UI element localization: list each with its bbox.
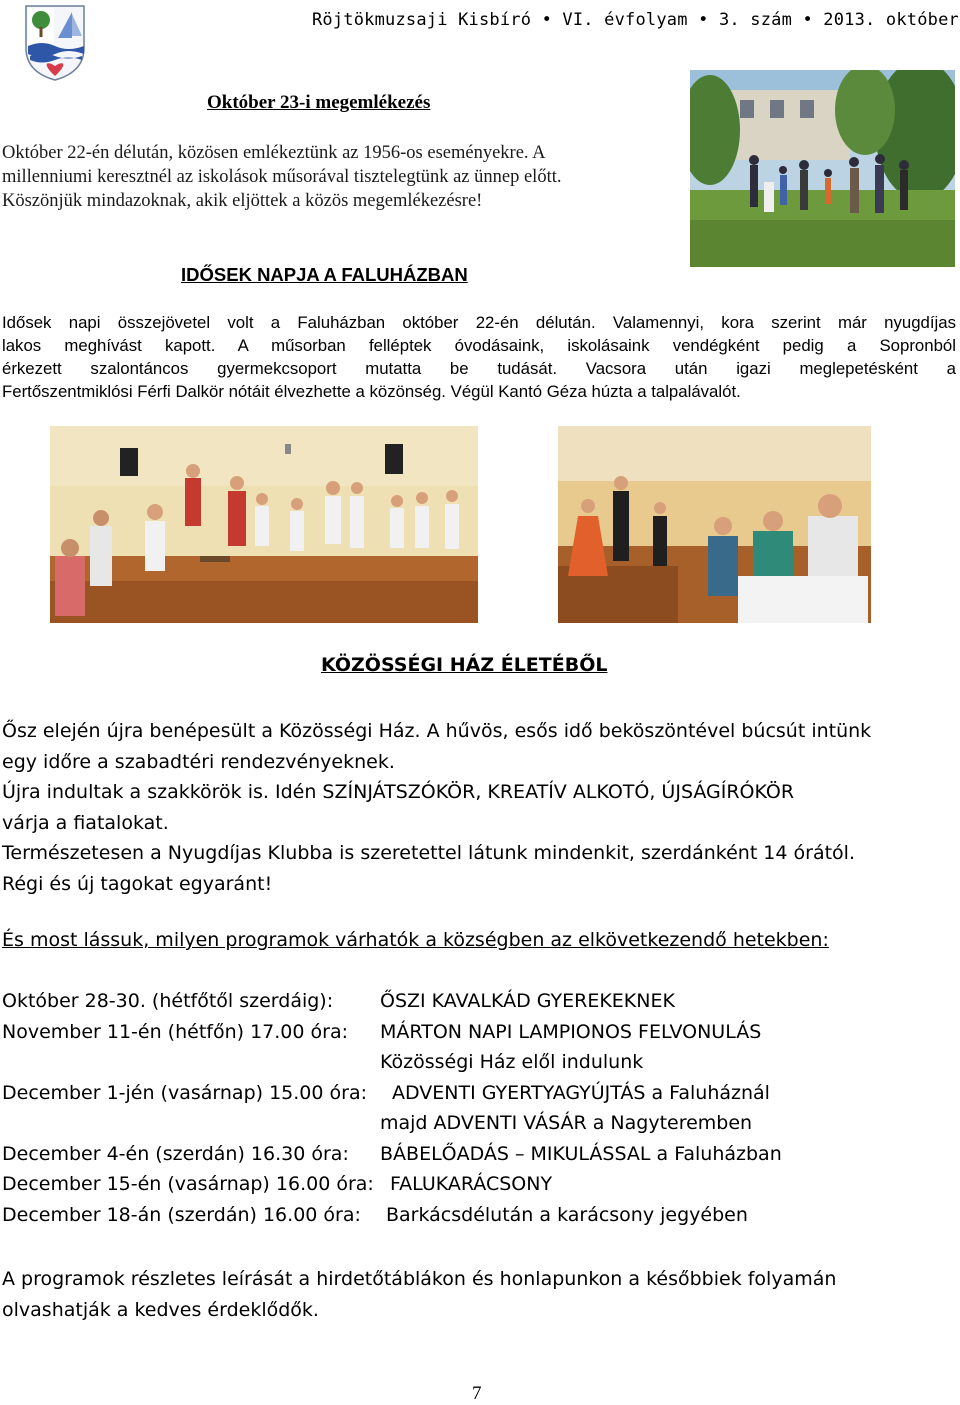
program-item-when: December 18-án (szerdán) 16.00 óra: (2, 1204, 361, 1226)
photo-outdoor-commemoration (690, 70, 955, 267)
program-item-what: ADVENTI GYERTYAGYÚJTÁS a Faluháznál (392, 1082, 770, 1104)
paragraph-line: Régi és új tagokat egyaránt! (2, 872, 273, 895)
program-item-what: ŐSZI KAVALKÁD GYEREKEKNEK (380, 990, 675, 1012)
paragraph-line: érkezett szalontáncos gyermekcsoport mutatta be tudását. Vacsora után igazi meglepetésként a (2, 359, 956, 378)
programs-heading: És most lássuk, milyen programok várhatók a községben az elkövetkezendő hetekben: (2, 929, 829, 951)
paragraph-line: Újra indultak a szakkörök is. Idén SZÍNJÁTSZÓKÖR, KREATÍV ALKOTÓ, ÚJSÁGÍRÓKÖR (2, 781, 795, 803)
paragraph-line: Ősz elején újra benépesült a Közösségi Ház. A hűvös, esős idő beköszöntével búcsút intünk (2, 720, 872, 742)
paragraph-line: Idősek napi összejövetel volt a Faluházban október 22-én délután. Valamennyi, kora szerint már nyugdíjas (2, 313, 956, 332)
paragraph-line: millenniumi keresztnél az iskolások műsorával tisztelegtünk az ünnep előtt. (2, 167, 562, 187)
section-title-elderly-day: IDŐSEK NAPJA A FALUHÁZBAN (181, 264, 468, 285)
paragraph-line: várja a fiatalokat. (2, 811, 169, 834)
section-title-oct23: Október 23-i megemlékezés (207, 92, 431, 113)
program-item-what: MÁRTON NAPI LAMPIONOS FELVONULÁS (380, 1021, 762, 1043)
program-item-when: December 15-én (vasárnap) 16.00 óra: (2, 1173, 374, 1195)
paragraph-line: egy időre a szabadtéri rendezvényeknek. (2, 750, 395, 773)
program-item-extra: majd ADVENTI VÁSÁR a Nagyteremben (380, 1112, 753, 1134)
paragraph-line: A programok részletes leírását a hirdetőtáblákon és honlapunkon a későbbiek folyamán (2, 1268, 837, 1290)
programs-footer-note (2, 1264, 836, 1325)
photo-dancers (558, 426, 871, 623)
photo-choir-performance (50, 426, 478, 623)
section-body-elderly-day (2, 311, 956, 403)
program-item-extra: Közösségi Ház elől indulunk (380, 1051, 644, 1073)
section-body-oct23 (2, 141, 687, 213)
program-item-when: November 11-én (hétfőn) 17.00 óra: (2, 1021, 348, 1043)
paragraph-line: Természetesen a Nyugdíjas Klubba is szeretettel látunk mindenkit, szerdánként 14 órától. (2, 842, 855, 864)
section-title-community-house: KÖZÖSSÉGI HÁZ ÉLETÉBŐL (321, 654, 608, 676)
program-item-what: BÁBELŐADÁS – MIKULÁSSAL a Faluházban (380, 1143, 782, 1165)
paragraph-line: Köszönjük mindazoknak, akik eljöttek a közös megemlékezésre! (2, 191, 483, 211)
paragraph-line: Fertőszentmiklósi Férfi Dalkör nótáit élvezhette a közönség. Végül Kantó Géza húzta a talpalávalót. (2, 382, 741, 401)
program-item-when: December 4-én (szerdán) 16.30 óra: (2, 1143, 349, 1165)
program-item-when: Október 28-30. (hétfőtől szerdáig): (2, 990, 334, 1012)
program-item-what: Barkácsdélután a karácsony jegyében (386, 1204, 748, 1226)
paragraph-line: lakos meghívást kapott. A műsorban felléptek óvodásaink, iskolásaink vendégként pedig a Sopronból (2, 336, 956, 355)
program-item-what: FALUKARÁCSONY (390, 1173, 553, 1195)
paragraph-line: Október 22-én délután, közösen emlékeztünk az 1956-os eseményekre. A (2, 143, 546, 163)
village-crest-logo (22, 2, 88, 82)
newsletter-header: Röjtökmuzsaji Kisbíró • VI. évfolyam • 3. szám • 2013. október (312, 10, 959, 30)
program-item-when: December 1-jén (vasárnap) 15.00 óra: (2, 1082, 367, 1104)
page-number: 7 (472, 1383, 482, 1404)
paragraph-line: olvashatják a kedves érdeklődők. (2, 1298, 319, 1321)
section-body-community-house (2, 716, 958, 899)
